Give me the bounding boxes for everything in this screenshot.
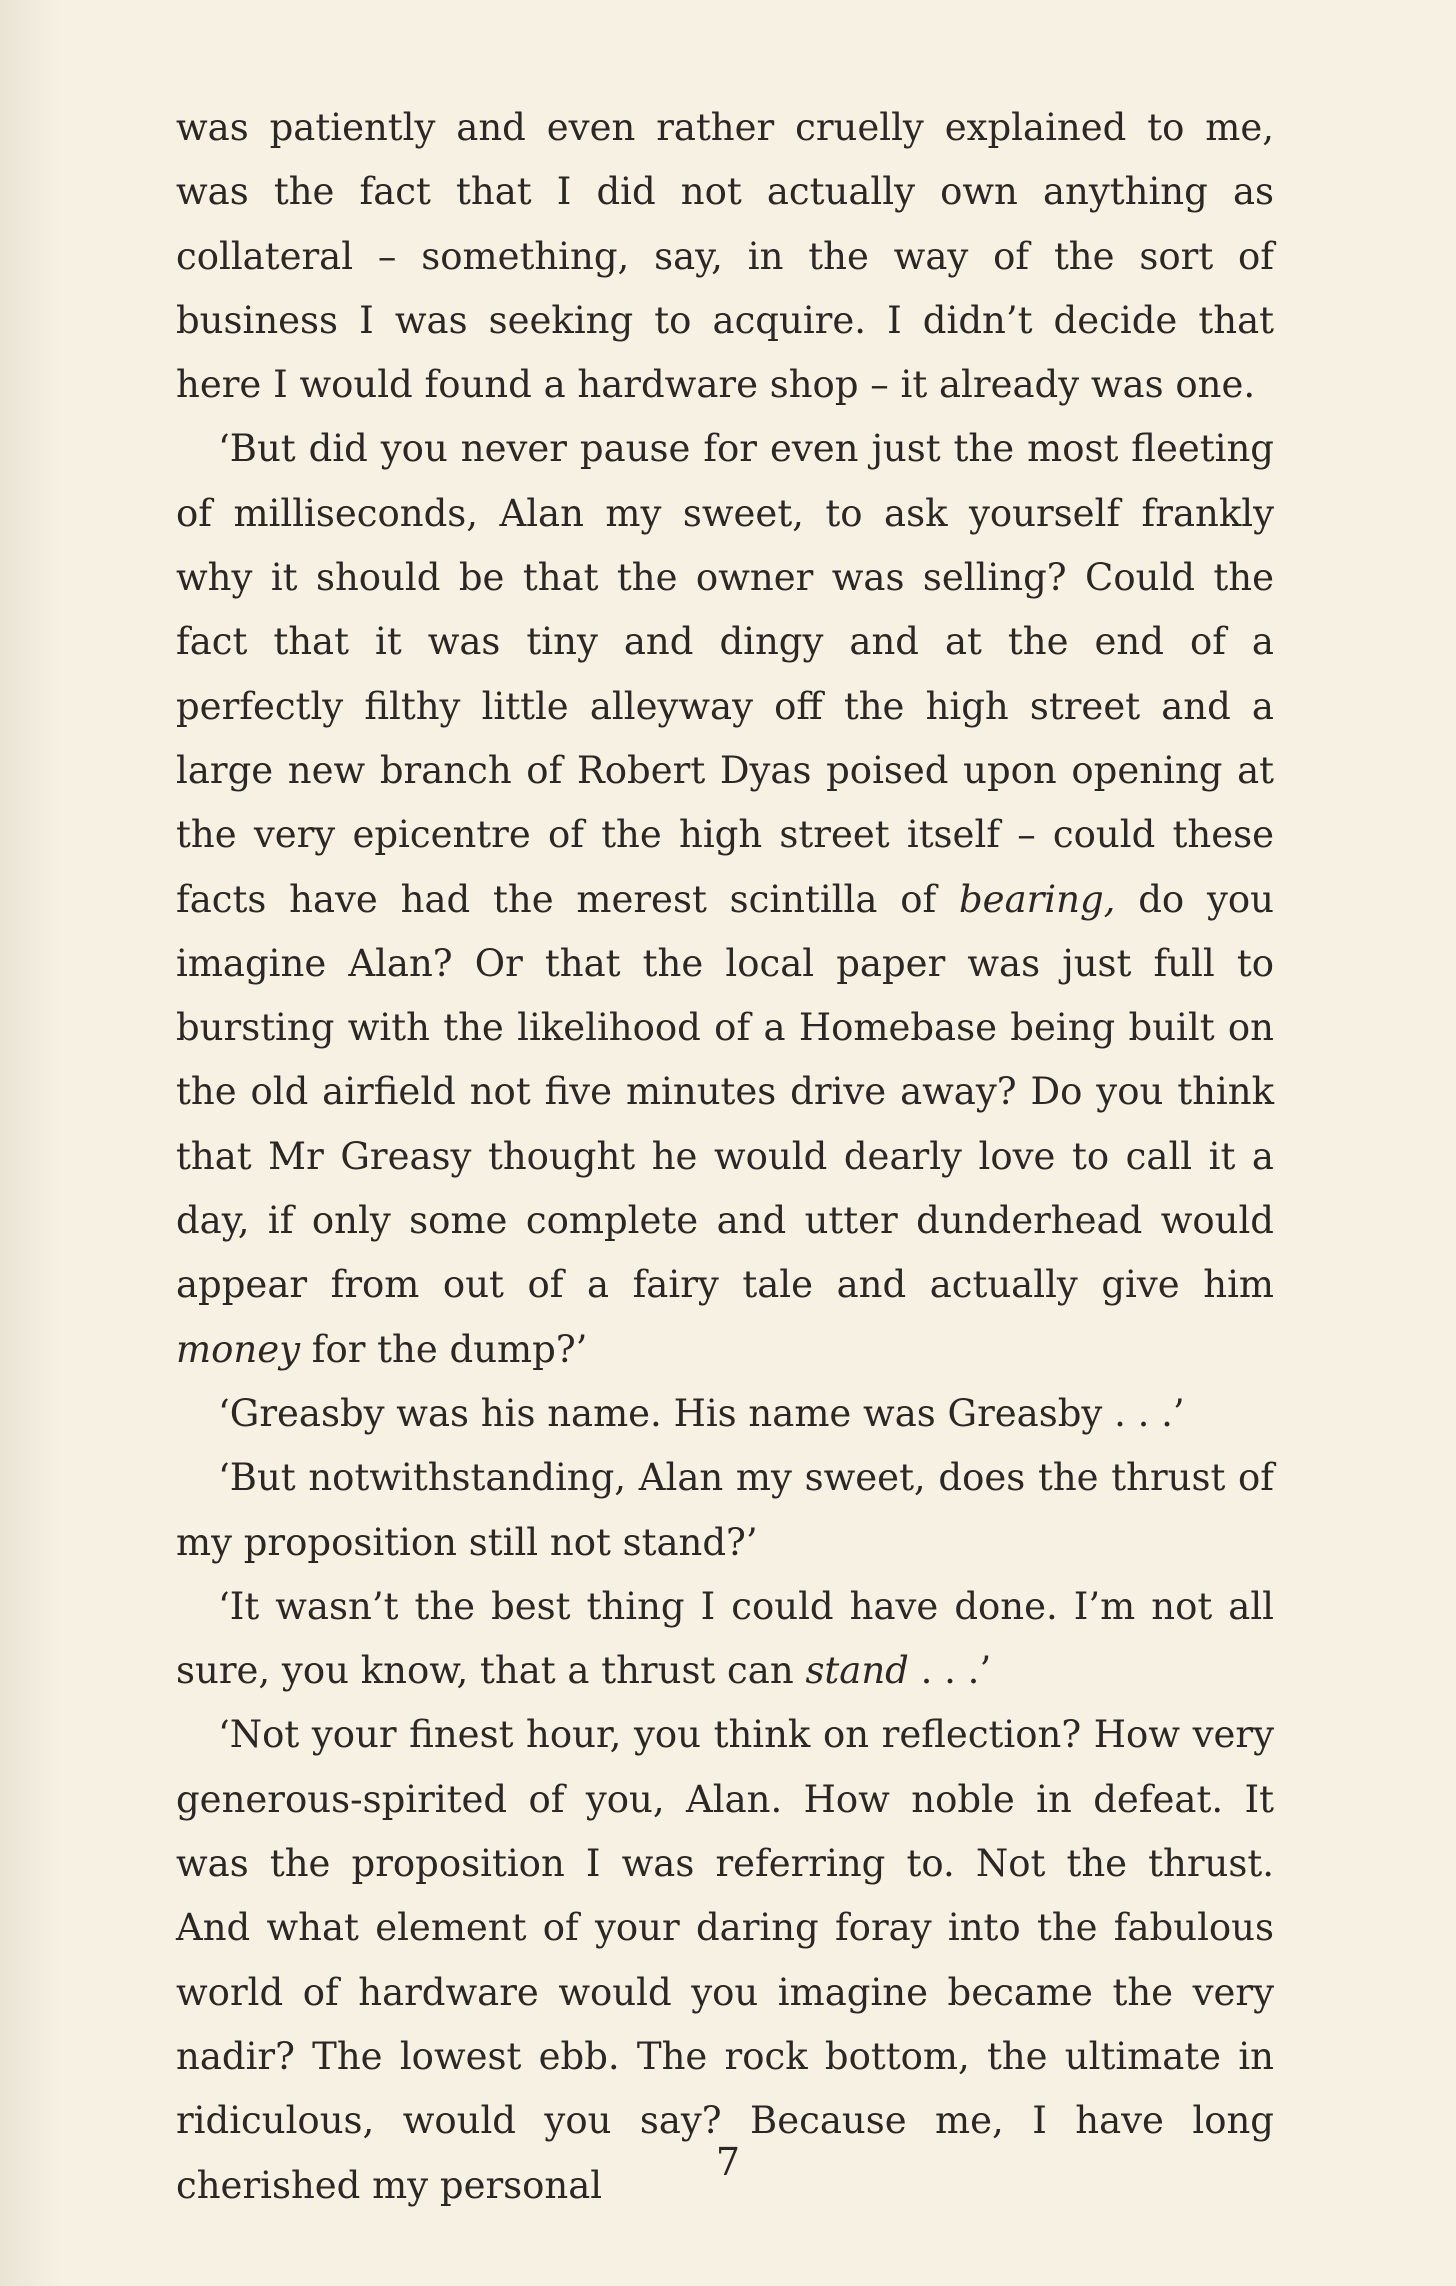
text-run: ‘Greasby was his name. His name was Greasby . . .’ xyxy=(218,1391,1185,1435)
text-run: for the dump?’ xyxy=(300,1327,588,1371)
page-number: 7 xyxy=(715,2140,741,2184)
text-run: . . .’ xyxy=(908,1649,992,1693)
italic-text: money xyxy=(176,1327,300,1371)
italic-text: stand xyxy=(805,1649,909,1693)
page-gutter-shadow xyxy=(0,0,60,2286)
italic-text: bearing, xyxy=(958,877,1116,921)
text-run: ‘It wasn’t the best thing I could have done. I’m not all sure, you know, that a thrust can xyxy=(176,1584,1274,1693)
body-text xyxy=(176,96,1274,2218)
text-run: was patiently and even rather cruelly explained to me, was the fact that I did not actually own anything as collateral – something, say, in the way of the sort of business I was seeking to acquire. I didn’t decide that here I would found a hardware shop – it already was one. xyxy=(176,106,1274,407)
paragraph xyxy=(176,96,1274,417)
text-run: ‘But notwithstanding, Alan my sweet, does the thrust of my proposition still not stand?’ xyxy=(176,1456,1274,1564)
paragraph xyxy=(176,1446,1274,1575)
paragraph xyxy=(176,1575,1274,1704)
paragraph xyxy=(176,417,1274,1381)
text-run: ‘Not your finest hour, you think on reflection? How very generous-spirited of you, Alan. How noble in defeat. It was the proposition I was referring to. Not the thrust. And what element of your daring foray into the fabulous world of hardware would you imagine became the very nadir? The lowest ebb. The rock bottom, the ultimate in ridiculous, would you say? Because me, I have long cherished my personal xyxy=(176,1713,1274,2207)
text-run: ‘But did you never pause for even just the most fleeting of milliseconds, Alan my sweet, to ask yourself frankly why it should be that the owner was selling? Could the fact that it was tiny and dingy and at the end of a perfectly filthy little alleyway off the high street and a large new branch of Robert Dyas poised upon opening at the very epicentre of the high street itself – could these facts have had the merest scintilla of xyxy=(176,427,1274,921)
text-run: do you imagine Alan? Or that the local paper was just full to bursting with the likelihood of a Homebase being built on the old airfield not five minutes drive away? Do you think that Mr Greasy thought he would dearly love to call it a day, if only some complete and utter dunderhead would appear from out of a fairy tale and actually give him xyxy=(176,877,1274,1307)
paragraph xyxy=(176,1382,1274,1446)
